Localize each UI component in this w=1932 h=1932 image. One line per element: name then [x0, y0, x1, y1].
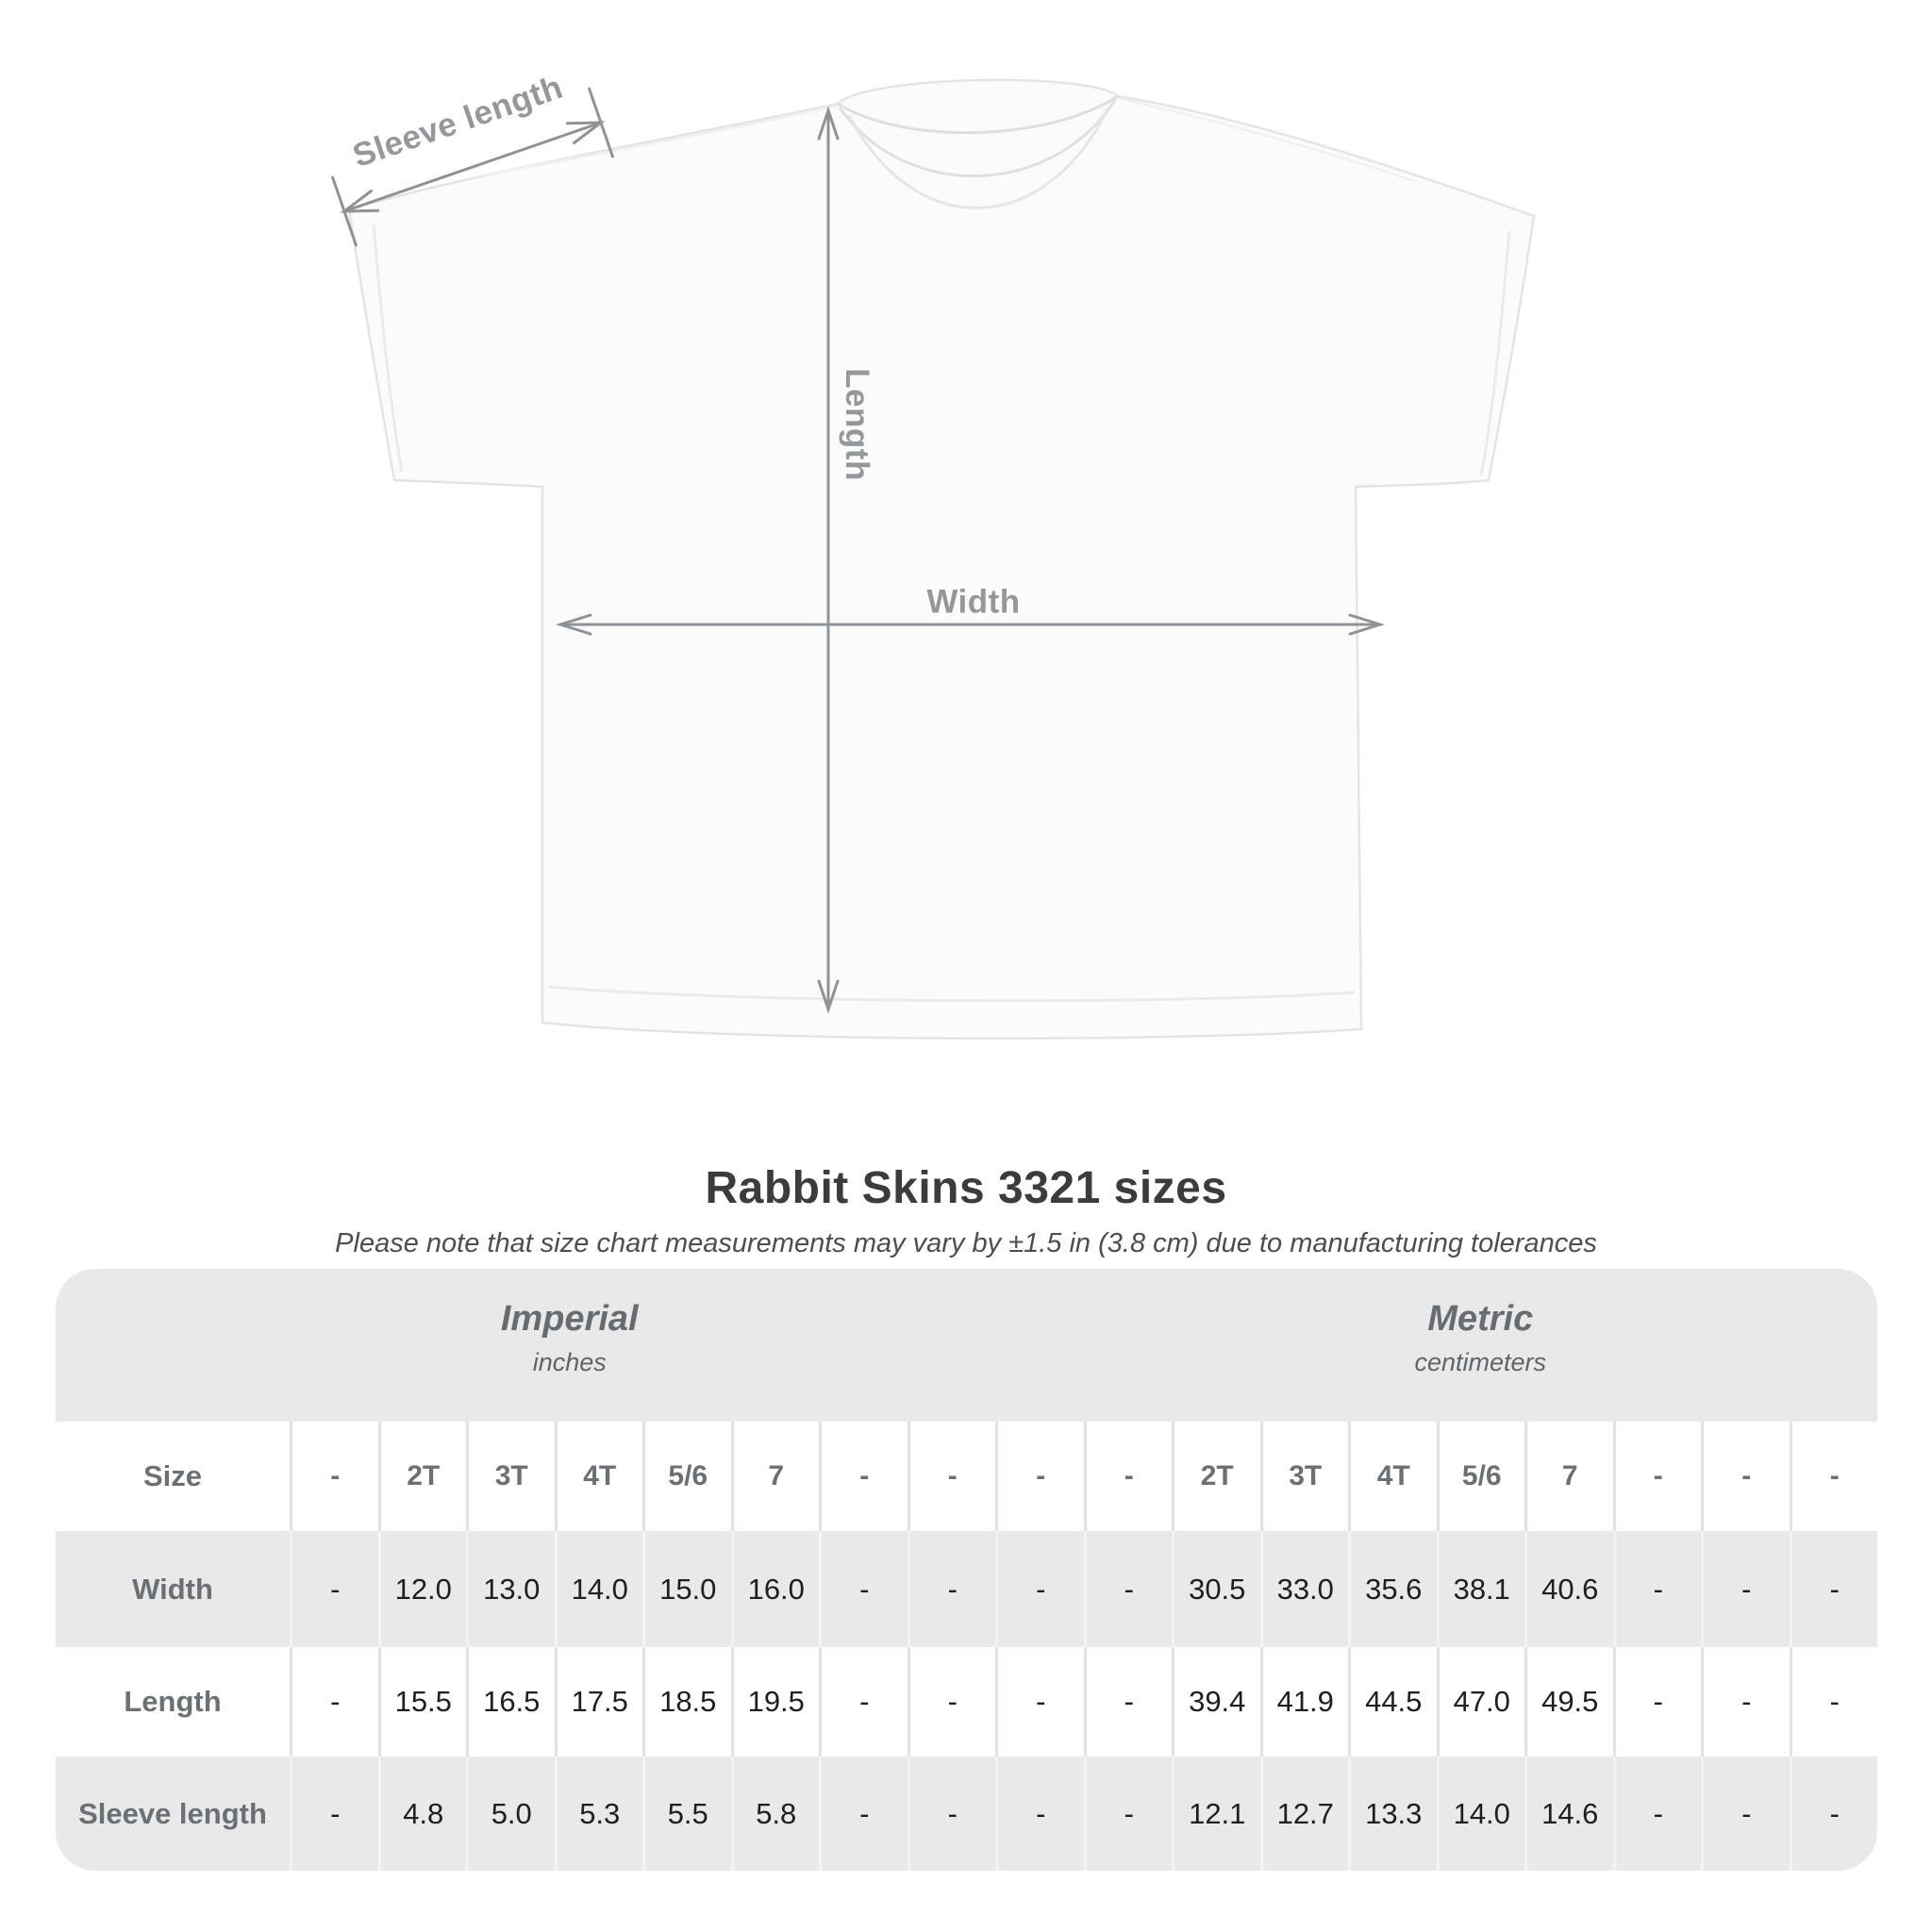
measurement-value: 35.6 [1348, 1531, 1437, 1647]
measurement-value: 19.5 [731, 1647, 820, 1757]
size-column-header: 4T [1348, 1422, 1437, 1531]
row-label: Sleeve length [78, 1796, 267, 1830]
measurement-value: - [1790, 1647, 1878, 1757]
size-column-header: 7 [1524, 1422, 1613, 1531]
measurement-value: 18.5 [642, 1647, 731, 1757]
measurement-value: 49.5 [1524, 1647, 1613, 1757]
metric-section-unit: centimeters [1414, 1348, 1547, 1376]
size-column-header: - [908, 1422, 996, 1531]
measurement-value: 14.6 [1524, 1757, 1613, 1871]
size-header-row [56, 1422, 1877, 1531]
width-label: Width [926, 583, 1021, 621]
measurement-value: 17.5 [555, 1647, 643, 1757]
data-row-length [56, 1647, 1877, 1757]
size-column-header: - [995, 1422, 1084, 1531]
size-column-header: 7 [731, 1422, 820, 1531]
measurement-value: 13.3 [1348, 1757, 1437, 1871]
measurement-value: 16.5 [466, 1647, 555, 1757]
size-column-header: 2T [1172, 1422, 1260, 1531]
measurement-value: - [819, 1757, 908, 1871]
measurement-value: 15.0 [642, 1531, 731, 1647]
measurement-value: 40.6 [1524, 1531, 1613, 1647]
measurement-value: 5.5 [642, 1757, 731, 1871]
measurement-value: - [819, 1647, 908, 1757]
size-column-header: - [1701, 1422, 1790, 1531]
measurement-value: - [1613, 1757, 1702, 1871]
page-subtitle: Please note that size chart measurements may vary by ±1.5 in (3.8 cm) due to manufacturing tolerances [335, 1228, 1597, 1258]
size-column-header: 4T [555, 1422, 643, 1531]
size-column-header: 3T [466, 1422, 555, 1531]
measurement-value: 14.0 [555, 1531, 643, 1647]
measurement-value: 30.5 [1172, 1531, 1260, 1647]
measurement-value: 13.0 [466, 1531, 555, 1647]
measurement-value: - [908, 1647, 996, 1757]
measurement-value: 44.5 [1348, 1647, 1437, 1757]
imperial-section-title: Imperial [500, 1299, 639, 1339]
sleeve-length-label: Sleeve length [348, 68, 568, 175]
measurement-value: 4.8 [378, 1757, 467, 1871]
page-title: Rabbit Skins 3321 sizes [705, 1163, 1227, 1213]
size-column-header: 3T [1260, 1422, 1349, 1531]
measurement-value: 47.0 [1437, 1647, 1525, 1757]
measurement-value: - [290, 1757, 378, 1871]
measurement-value: 12.7 [1260, 1757, 1349, 1871]
measurement-value: - [819, 1531, 908, 1647]
imperial-section-header [56, 1269, 1084, 1422]
measurement-value: - [1613, 1531, 1702, 1647]
row-label: Length [124, 1685, 222, 1718]
measurement-value: 41.9 [1260, 1647, 1349, 1757]
measurement-value: 5.0 [466, 1757, 555, 1871]
size-column-header: 5/6 [1437, 1422, 1525, 1531]
size-table [56, 1269, 1877, 1871]
size-column-header: 5/6 [642, 1422, 731, 1531]
measurement-value: 15.5 [378, 1647, 467, 1757]
measurement-value: 5.3 [555, 1757, 643, 1871]
size-column-header: - [819, 1422, 908, 1531]
measurement-value: 33.0 [1260, 1531, 1349, 1647]
measurement-value: - [1613, 1647, 1702, 1757]
tshirt-body [349, 80, 1534, 1039]
data-row-width [56, 1531, 1877, 1647]
size-column-header: - [1790, 1422, 1878, 1531]
measurement-value: - [1084, 1531, 1173, 1647]
tshirt-illustration [349, 80, 1534, 1039]
measurement-value: - [1701, 1531, 1790, 1647]
measurement-value: - [1790, 1757, 1878, 1871]
measurement-value: - [1084, 1757, 1173, 1871]
units-header-band [56, 1269, 1877, 1422]
length-label: Length [838, 368, 875, 481]
metric-section-header [1084, 1269, 1878, 1422]
measurement-value: - [995, 1531, 1084, 1647]
measurement-value: 16.0 [731, 1531, 820, 1647]
row-label: Size [142, 1459, 203, 1492]
measurement-value: 38.1 [1437, 1531, 1525, 1647]
measurement-value: - [1701, 1647, 1790, 1757]
measurement-value: - [1084, 1647, 1173, 1757]
metric-section-title: Metric [1427, 1299, 1534, 1339]
measurement-value: - [290, 1647, 378, 1757]
size-column-header: - [290, 1422, 378, 1531]
measurement-value: - [1790, 1531, 1878, 1647]
measurement-value: 12.0 [378, 1531, 467, 1647]
size-column-header: - [1084, 1422, 1173, 1531]
measurement-value: - [908, 1757, 996, 1871]
measurement-value: - [290, 1531, 378, 1647]
measurement-value: - [908, 1531, 996, 1647]
data-row-sleeve-length [56, 1757, 1877, 1871]
row-label: Width [132, 1572, 213, 1606]
measurement-value: - [995, 1757, 1084, 1871]
size-column-header: 2T [378, 1422, 467, 1531]
measurement-value: - [1701, 1757, 1790, 1871]
measurement-value: 5.8 [731, 1757, 820, 1871]
measurement-value: 12.1 [1172, 1757, 1260, 1871]
measurement-value: - [995, 1647, 1084, 1757]
imperial-section-unit: inches [532, 1348, 607, 1376]
table-rows [56, 1422, 1877, 1871]
measurement-value: 14.0 [1437, 1757, 1525, 1871]
measurement-value: 39.4 [1172, 1647, 1260, 1757]
size-column-header: - [1613, 1422, 1702, 1531]
